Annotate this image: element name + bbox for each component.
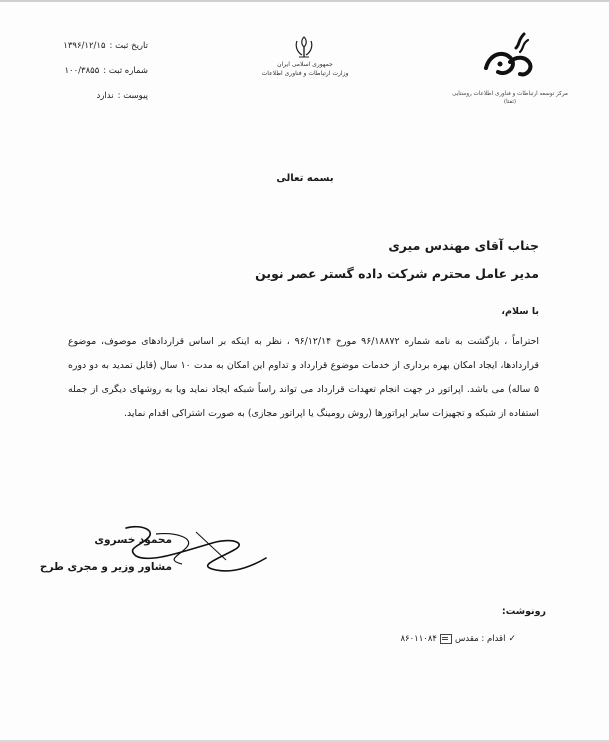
letter-meta (38, 42, 148, 117)
cc-item (400, 634, 516, 644)
keyboard-icon (440, 634, 452, 644)
org-logo-icon (476, 30, 538, 86)
cc-title: رونوشت: (501, 606, 546, 617)
meta-label: شماره ثبت : (103, 66, 148, 76)
check-mark-icon: ✓ (508, 634, 516, 644)
meta-value: ندارد (96, 91, 114, 101)
addressee-name: جناب آقای مهندس میری (388, 238, 539, 253)
greeting: با سلام، (501, 306, 539, 317)
signer-name: محمود خسروی (94, 534, 172, 546)
bismillah: بسمه تعالی (276, 173, 334, 184)
ministry-line: وزارت ارتباطات و فناوری اطلاعات (261, 70, 349, 77)
meta-label: تاریخ ثبت : (109, 41, 148, 51)
org-line: (تفتا) (503, 99, 517, 105)
cc-item-label: اقدام : مقدس (454, 634, 506, 644)
meta-row-number (38, 67, 148, 92)
ministry-line: جمهوری اسلامی ایران (277, 61, 333, 68)
org-name (435, 90, 585, 106)
signer-block (40, 527, 172, 581)
meta-value: ۱۳۹۶/۱۲/۱۵ (63, 41, 106, 51)
org-line: مرکز توسعه ارتباطات و فناوری اطلاعات روستایی (452, 91, 568, 97)
ministry-text (255, 60, 355, 78)
letter-body: احتراماً ، بازگشت به نامه شماره ۹۶/۱۸۸۷۲ مورخ ۹۶/۱۲/۱۴ ، نظر به اینکه بر اساس قراردادهای موصوف، موضوع قراردادها، ایجاد امکان بهره برداری از خدمات موضوع قرارداد و تداوم این امکان به مدت ۱۰ سال (قابل تمدید به دو دوره ۵ ساله) می باشد. اپراتور در جهت انجام تعهدات قرارداد می تواند راساً شبکه ایجاد نماید ویا به روشهای دیگری از جمله استفاده از شبکه و تجهیزات سایر اپراتورها (روش رومینگ یا اپراتور مجازی) به صورت اشتراکی اقدام نماید. (68, 336, 539, 419)
meta-row-attachment (38, 92, 148, 117)
top-border (0, 0, 609, 2)
meta-row-date (38, 42, 148, 67)
meta-value: ۱۰۰/۳۸۵۵ (64, 66, 100, 76)
meta-label: پیوست : (117, 91, 148, 101)
cc-item-value: ۸۶۰۱۱۰۸۴ (400, 634, 437, 644)
addressee-title: مدیر عامل محترم شرکت داده گستر عصر نوین (255, 266, 539, 281)
signer-title: مشاور وزیر و مجری طرح (39, 561, 172, 573)
iran-emblem-icon (291, 34, 317, 60)
addressee (255, 232, 539, 288)
